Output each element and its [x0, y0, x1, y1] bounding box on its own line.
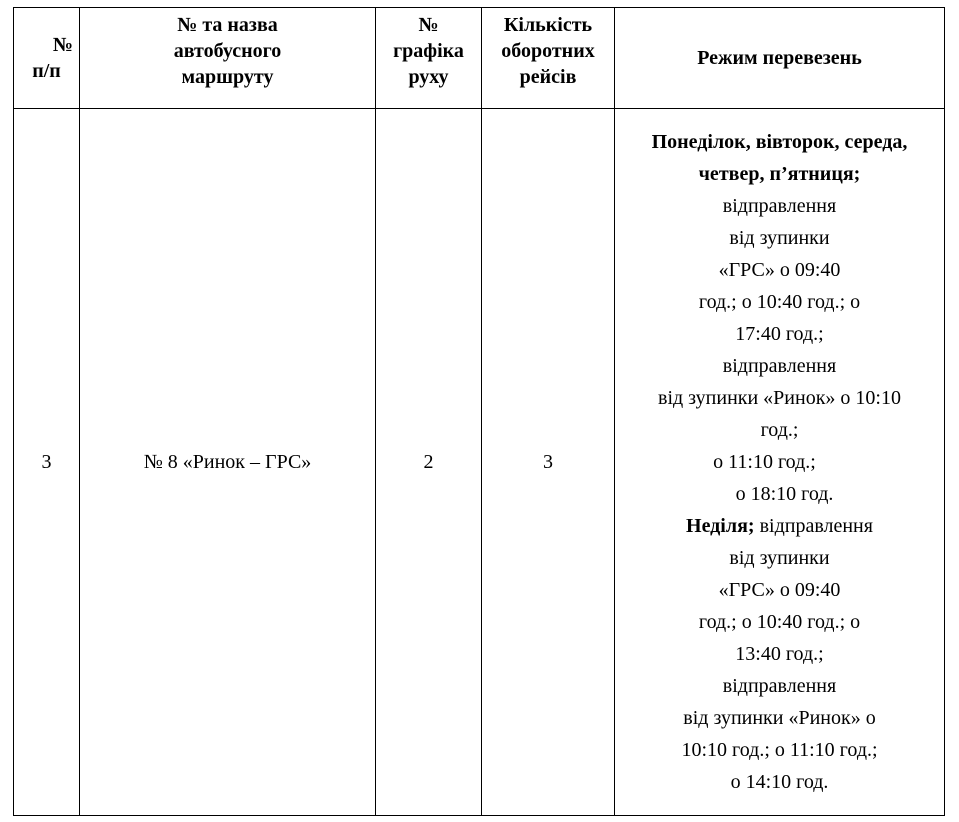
cell-number: 3 [14, 109, 80, 816]
weekday-line-5: 17:40 год.; [735, 323, 824, 345]
cell-transport-mode [615, 109, 945, 816]
weekday-line-7: від зупинки «Ринок» о 10:10 [658, 387, 901, 409]
weekday-line-4: год.; о 10:40 год.; о [698, 291, 861, 313]
sunday-line-4: год.; о 10:40 год.; о [698, 611, 861, 633]
sunday-line-3: «ГРС» о 09:40 [718, 579, 841, 601]
sunday-line-1-rest: відправлення [754, 515, 873, 537]
cell-trip-count: 3 [482, 109, 615, 816]
cell-schedule-number: 2 [376, 109, 482, 816]
sunday-line-title [615, 510, 944, 542]
header-trip-count [482, 8, 615, 109]
sunday-line-9: о 14:10 год. [730, 771, 829, 793]
sunday-line-2: від зупинки [729, 547, 830, 569]
weekday-line-8: год.; [760, 419, 799, 441]
header-schedule-line-2: графіка [393, 40, 464, 62]
sunday-title: Неділя; [686, 515, 755, 537]
weekday-line-6: відправлення [722, 355, 837, 377]
header-route-line-1: № та назва [177, 14, 278, 36]
weekdays-title-1: Понеділок, вівторок, середа, [651, 131, 908, 153]
header-schedule-line-1: № [418, 14, 439, 36]
header-row [14, 8, 945, 109]
sunday-line-8: 10:10 год.; о 11:10 год.; [681, 739, 878, 761]
header-trips-line-2: оборотних [501, 40, 595, 62]
header-trips-line-3: рейсів [519, 66, 577, 88]
weekday-line-2: від зупинки [729, 227, 830, 249]
weekday-line-1: відправлення [722, 195, 837, 217]
header-transport-mode: Режим перевезень [615, 8, 945, 109]
header-schedule-number [376, 8, 482, 109]
cell-route-name: № 8 «Ринок – ГРС» [80, 109, 376, 816]
header-number-line-2: п/п [32, 60, 61, 82]
weekday-line-9: о 11:10 год.; [713, 451, 816, 473]
header-schedule-line-3: руху [408, 66, 449, 88]
route-schedule-table [13, 7, 945, 816]
weekdays-title-2: четвер, п’ятниця; [698, 163, 861, 185]
header-route-line-2: автобусного [173, 40, 282, 62]
sunday-line-7: від зупинки «Ринок» о [683, 707, 876, 729]
header-route-name [80, 8, 376, 109]
weekday-line-3: «ГРС» о 09:40 [718, 259, 841, 281]
table-row [14, 109, 945, 816]
header-number [14, 8, 80, 109]
sunday-line-5: 13:40 год.; [735, 643, 824, 665]
header-number-line-1: № [52, 34, 73, 56]
weekday-line-10: о 18:10 год. [735, 483, 834, 505]
sunday-line-6: відправлення [722, 675, 837, 697]
header-route-line-3: маршруту [181, 66, 274, 88]
header-trips-line-1: Кількість [503, 14, 593, 36]
